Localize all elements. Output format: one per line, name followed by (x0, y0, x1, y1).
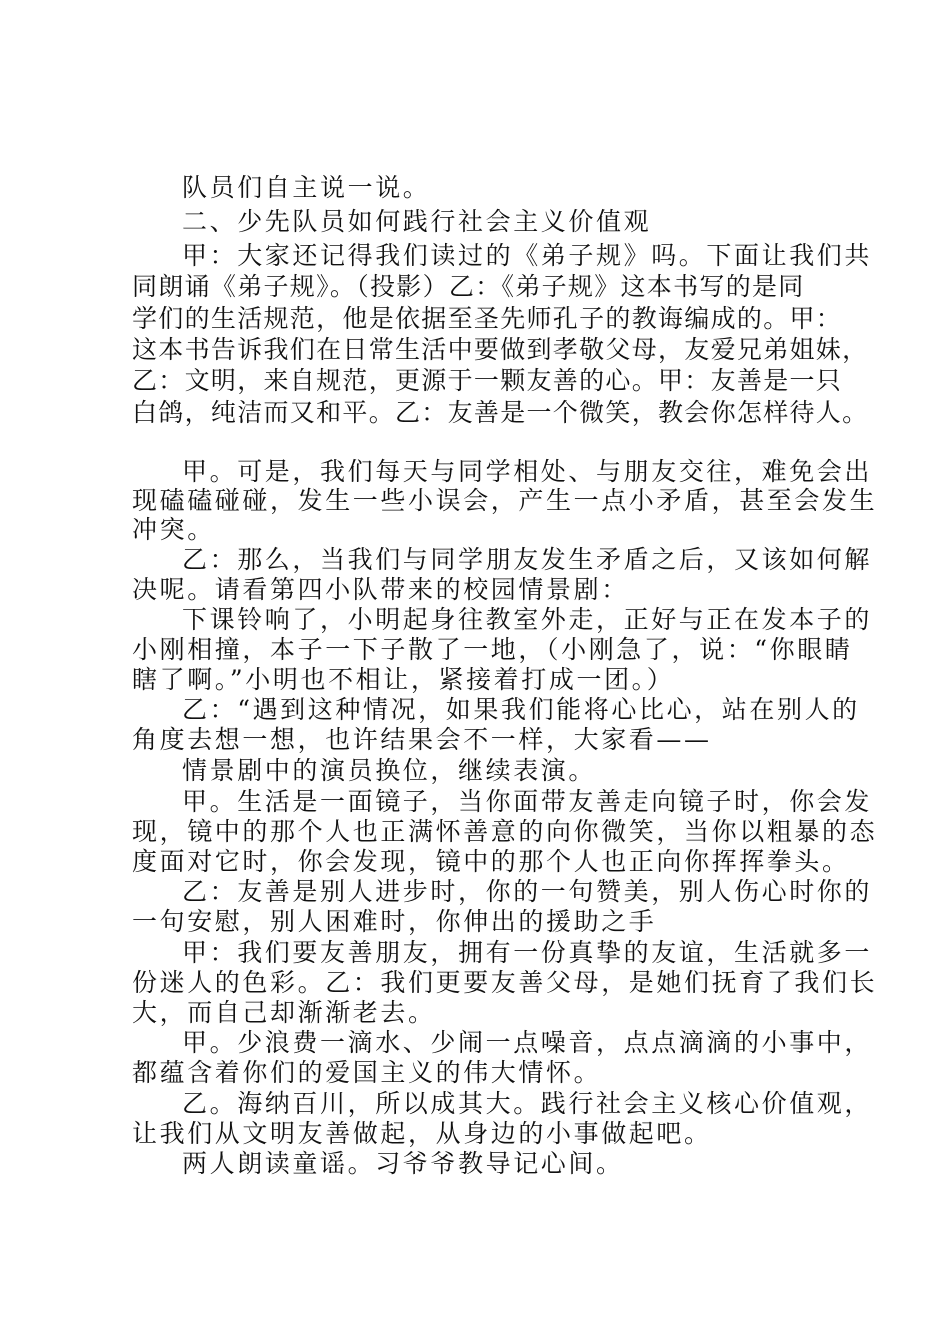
text-line: 度面对它时，你会发现，镜中的那个人也正向你挥挥拳头。 (132, 847, 850, 876)
text-line: 现，镜中的那个人也正满怀善意的向你微笑，当你以粗暴的态 (132, 817, 878, 846)
text-line: 角度去想一想，也许结果会不一样，大家看—— (132, 725, 712, 754)
text-line: 大，而自己却渐渐老去。 (132, 998, 436, 1027)
text-line: 学们的生活规范，他是依据至圣先师孔子的教诲编成的。甲： (132, 304, 843, 333)
text-line: 一句安慰，别人困难时，你伸出的援助之手 (132, 907, 657, 936)
text-line: 乙：文明，来自规范，更源于一颗友善的心。甲：友善是一只 (132, 366, 843, 395)
text-line: 白鸽，纯洁而又和平。乙：友善是一个微笑，教会你怎样待人。 (132, 398, 869, 427)
text-line: 甲。可是，我们每天与同学相处、与朋友交往，难免会出 (182, 457, 873, 486)
section-heading: 二、少先队员如何践行社会主义价值观 (182, 207, 652, 236)
text-line: 冲突。 (132, 515, 215, 544)
text-line: 队员们自主说一说。 (182, 173, 431, 202)
text-line: 都蕴含着你们的爱国主义的伟大情怀。 (132, 1058, 602, 1087)
text-line: 情景剧中的演员换位，继续表演。 (182, 756, 597, 785)
text-line: 现磕磕碰碰，发生一些小误会，产生一点小矛盾，甚至会发生 (132, 486, 878, 515)
text-line: 乙。海纳百川，所以成其大。践行社会主义核心价值观， (182, 1089, 873, 1118)
text-line: 决呢。请看第四小队带来的校园情景剧： (132, 575, 629, 604)
text-line: 乙：“遇到这种情况，如果我们能将心比心，站在别人的 (182, 695, 860, 724)
text-line: 同朗诵《弟子规》。（投影）乙：《弟子规》这本书写的是同 (132, 272, 805, 301)
text-line: 甲。生活是一面镜子，当你面带友善走向镜子时，你会发 (182, 787, 873, 816)
text-line: 甲。少浪费一滴水、少闹一点噪音，点点滴滴的小事中， (182, 1028, 873, 1057)
text-line: 下课铃响了，小明起身往教室外走，正好与正在发本子的 (182, 605, 873, 634)
text-line: 乙：友善是别人进步时，你的一句赞美，别人伤心时你的 (182, 877, 873, 906)
text-line: 两人朗读童谣。习爷爷教导记心间。 (182, 1149, 624, 1178)
text-line: 甲：我们要友善朋友，拥有一份真挚的友谊，生活就多一 (182, 938, 873, 967)
text-line: 份迷人的色彩。乙：我们更要友善父母，是她们抚育了我们长 (132, 968, 878, 997)
text-line: 瞎了啊。”小明也不相让，紧接着打成一团。） (132, 665, 675, 694)
text-line: 小刚相撞，本子一下子散了一地，（小刚急了，说：“你眼睛 (132, 635, 853, 664)
text-line: 甲：大家还记得我们读过的《弟子规》吗。下面让我们共 (182, 241, 873, 270)
text-line: 让我们从文明友善做起，从身边的小事做起吧。 (132, 1119, 712, 1148)
text-line: 乙：那么，当我们与同学朋友发生矛盾之后，又该如何解 (182, 545, 873, 574)
text-line: 这本书告诉我们在日常生活中要做到孝敬父母，友爱兄弟姐妹， (132, 335, 869, 364)
